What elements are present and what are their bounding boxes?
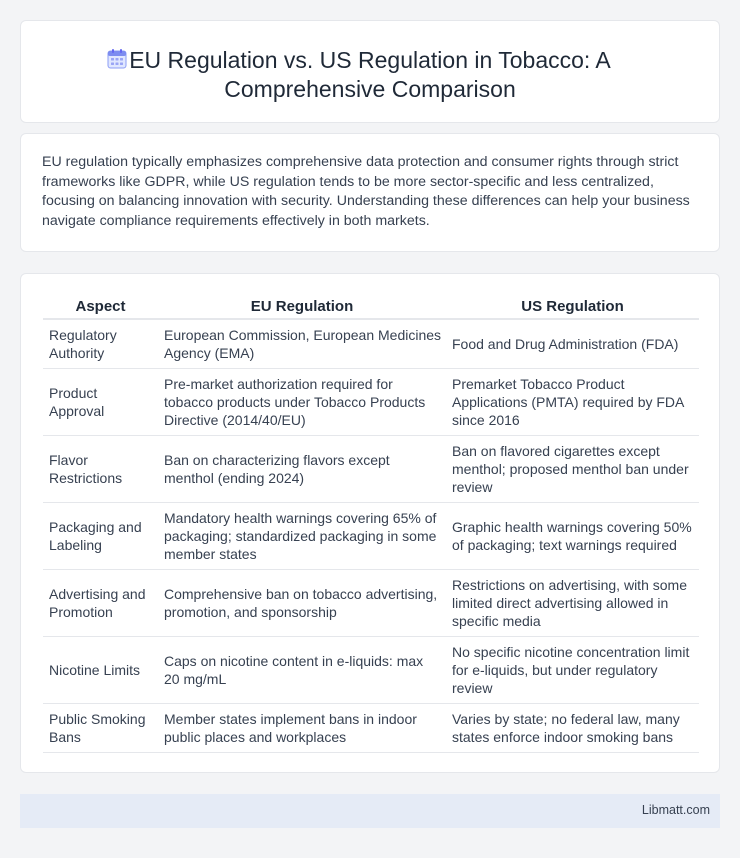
table-row (43, 435, 699, 502)
eu-cell: Member states implement bans in indoor public places and workplaces (158, 703, 446, 752)
page-title (21, 46, 719, 104)
comparison-table (43, 294, 699, 753)
page-title-line-2: Comprehensive Comparison (224, 76, 516, 102)
footer-brand-link[interactable]: Libmatt.com (641, 803, 710, 817)
table-row (43, 319, 699, 368)
intro-paragraph: EU regulation typically emphasizes comprehensive data protection and consumer rights through strict frameworks like GDPR, while US regulation tends to be more sector-specific and less centralized, focusing on balancing innovation with security. Understanding these differences can help your business navigate compliance requirements effectively in both markets. (42, 154, 690, 229)
aspect-cell: Nicotine Limits (43, 636, 158, 703)
us-cell: No specific nicotine concentration limit for e-liquids, but under regulatory review (446, 636, 699, 703)
aspect-cell: Regulatory Authority (43, 319, 158, 368)
table-row (43, 569, 699, 636)
table-header-row (43, 294, 699, 319)
header-us-regulation: US Regulation (446, 294, 699, 319)
us-cell: Premarket Tobacco Product Applications (PMTA) required by FDA since 2016 (446, 368, 699, 435)
eu-cell: European Commission, European Medicines Agency (EMA) (158, 319, 446, 368)
aspect-cell: Advertising and Promotion (43, 569, 158, 636)
table-row (43, 368, 699, 435)
us-cell: Ban on flavored cigarettes except menthol; proposed menthol ban under review (446, 435, 699, 502)
header-aspect: Aspect (43, 294, 158, 319)
us-cell: Varies by state; no federal law, many states enforce indoor smoking bans (446, 703, 699, 752)
aspect-cell: Public Smoking Bans (43, 703, 158, 752)
aspect-cell: Packaging and Labeling (43, 502, 158, 569)
table-row (43, 636, 699, 703)
page-title-line-1: EU Regulation vs. US Regulation in Tobacco: A (129, 47, 611, 73)
eu-cell: Mandatory health warnings covering 65% of packaging; standardized packaging in some member states (158, 502, 446, 569)
header-eu-regulation: EU Regulation (158, 294, 446, 319)
footer-bar (20, 794, 720, 828)
eu-cell: Comprehensive ban on tobacco advertising, promotion, and sponsorship (158, 569, 446, 636)
aspect-cell: Flavor Restrictions (43, 435, 158, 502)
table-row (43, 703, 699, 752)
eu-cell: Ban on characterizing flavors except menthol (ending 2024) (158, 435, 446, 502)
intro-card (20, 133, 720, 252)
eu-cell: Caps on nicotine content in e-liquids: max 20 mg/mL (158, 636, 446, 703)
us-cell: Restrictions on advertising, with some limited direct advertising allowed in specific media (446, 569, 699, 636)
us-cell: Food and Drug Administration (FDA) (446, 319, 699, 368)
us-cell: Graphic health warnings covering 50% of packaging; text warnings required (446, 502, 699, 569)
comparison-card (20, 273, 720, 773)
title-card (20, 20, 720, 123)
eu-cell: Pre-market authorization required for tobacco products under Tobacco Products Directive (2014/40/EU) (158, 368, 446, 435)
aspect-cell: Product Approval (43, 368, 158, 435)
table-row (43, 502, 699, 569)
